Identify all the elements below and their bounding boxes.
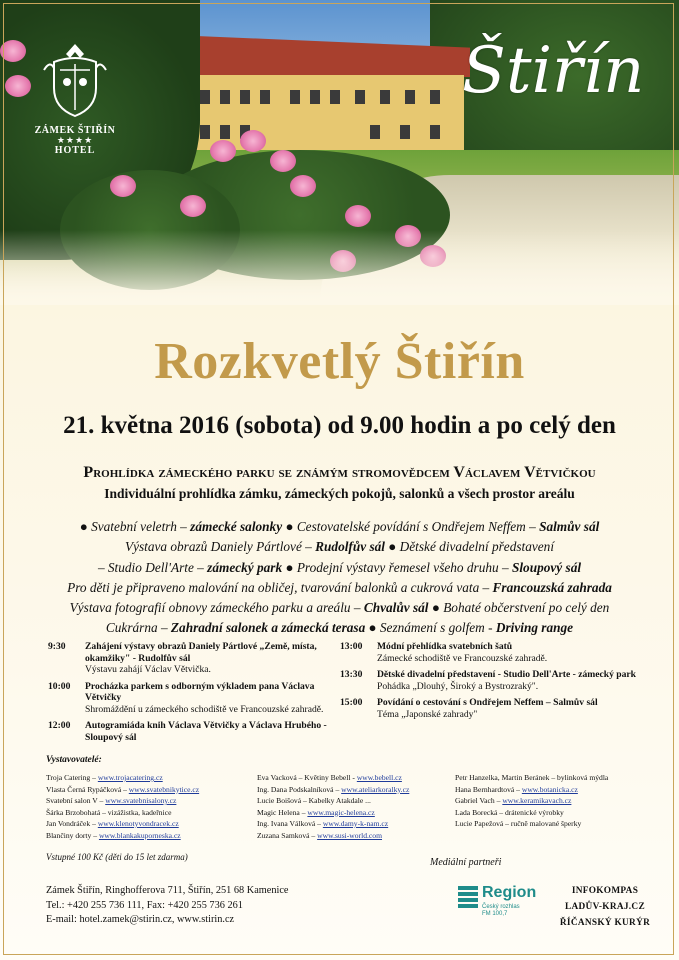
exhibitor-link[interactable]: www.magic-helena.cz <box>307 807 375 817</box>
tour-line-2: Individuální prohlídka zámku, zámeckých pokojů, salonků a všech prostor areálu <box>104 486 575 501</box>
exhibitors-title: Vystavovatelé: <box>46 755 102 765</box>
admission-note: Vstupné 100 Kč (děti do 15 let zdarma) <box>46 852 188 862</box>
schedule-left <box>48 641 338 748</box>
exhibitor-item: Vlasta Černá Rypáčková – www.svatebnikytice.cz <box>46 784 200 794</box>
exhibitor-item: Jan Vondráček – www.klenotyvondracek.cz <box>46 819 179 828</box>
program-line: – Studio Dell'Arte – zámecký park ● Prodejní výstavy řemesel všeho druhu – Sloupový sál <box>97 559 582 575</box>
program-line: Pro děti je připraveno malování na obličej, tvarování balonků a cukrová vata – Francouzská zahrada <box>67 579 612 595</box>
region-bars-icon <box>458 886 478 908</box>
media-partner: INFOKOMPAS <box>571 886 639 896</box>
exhibitor-item: Zuzana Samková – www.susi-world.com <box>257 830 383 840</box>
schedule-item: 10:00 Procházka parkem s odborným výkladem pana Václava Větvičky Shromáždění u zámeckého schodiště ve Francouzské zahradě. <box>48 680 324 715</box>
program-line: Výstava fotografií obnovy zámeckého parku a areálu – Chvalův sál ● Bohaté občerstvení po celý den <box>69 600 610 616</box>
contact-address <box>46 884 289 928</box>
exhibitor-item: Eva Vacková – Květiny Bebell - www.bebell.cz <box>257 773 402 782</box>
exhibitor-item: Ing. Dana Podskalníková – www.ateliarkoralky.cz <box>257 784 410 794</box>
media-partner[interactable]: LADŮV-KRAJ.CZ <box>565 902 645 912</box>
hotel-logo <box>20 40 130 156</box>
exhibitor-item: Lucie Papežová – ručně malované šperky <box>455 819 582 828</box>
email-line[interactable]: E-mail: hotel.zamek@stirin.cz, www.stirin.cz <box>46 914 235 925</box>
exhibitor-item: Blančiny dorty – www.blankakuporneska.cz <box>46 830 181 840</box>
exhibitor-link[interactable]: www.susi-world.com <box>317 830 383 840</box>
exhibitors-col-3 <box>455 772 655 830</box>
logo-hotel: HOTEL <box>54 145 96 156</box>
schedule-right <box>340 641 640 725</box>
exhibitor-item: Svatební salon V – www.svatebnisalony.cz <box>46 796 177 805</box>
exhibitor-link[interactable]: www.ateliarkoralky.cz <box>341 784 410 794</box>
program-line: ● Svatební veletrh – zámecké salonky ● Cestovatelské povídání s Ondřejem Neffem – Salmův sál <box>79 519 600 534</box>
exhibitor-link[interactable]: www.svatebnikytice.cz <box>128 784 200 794</box>
exhibitor-item: Hana Bernhardtová – www.botanicka.cz <box>455 784 578 794</box>
event-date: 21. května 2016 (sobota) od 9.00 hodin a po celý den <box>63 412 616 439</box>
exhibitor-link[interactable]: www.trojacatering.cz <box>97 773 163 782</box>
exhibitor-item: Troja Catering – www.trojacatering.cz <box>46 773 163 782</box>
exhibitor-item: Lada Borecká – drátenické výrobky <box>455 807 564 817</box>
exhibitor-item: Šárka Brzobohatá – vizážistka, kadeřnice <box>46 807 172 817</box>
program-list <box>20 517 659 639</box>
exhibitor-item: Lucie Boišová – Kabelky Atakdale ... <box>257 796 371 805</box>
exhibitors-col-2 <box>257 772 457 841</box>
exhibitor-link[interactable]: www.keramikavach.cz <box>502 796 572 805</box>
script-title: Štiřín <box>462 34 645 108</box>
media-partner: ŘÍČANSKÝ KURÝR <box>559 918 651 928</box>
logo-name: ZÁMEK ŠTIŘÍN <box>34 125 116 136</box>
schedule-item: 13:30 Dětské divadelní představení - Studio Dell'Arte - zámecký park Pohádka „Dlouhý, Široký a Bystrozraký". <box>340 669 637 692</box>
exhibitor-link[interactable]: www.botanicka.cz <box>521 784 578 794</box>
exhibitors-col-1 <box>46 772 246 841</box>
address-line: Zámek Štiřín, Ringhofferova 711, Štiřín, 251 68 Kamenice <box>46 885 289 896</box>
program-line: Výstava obrazů Daniely Pártlové – Rudolfův sál ● Dětské divadelní představení <box>124 539 555 555</box>
exhibitor-link[interactable]: www.blankakuporneska.cz <box>98 830 181 840</box>
schedule-item: 15:00 Povídání o cestování s Ondřejem Neffem – Salmův sál Téma „Japonské zahrady" <box>340 697 598 720</box>
tour-line-1: Prohlídka zámeckého parku se známým stromovědcem Václavem Větvičkou <box>83 464 596 481</box>
schedule-item: 13:00 Módní přehlídka svatebních šatů Zámecké schodiště ve Francouzské zahradě. <box>340 641 548 664</box>
poster-title: Rozkvetlý Štiřín <box>154 333 525 390</box>
schedule-item: 12:00 Autogramiáda knih Václava Větvičky a Václava Hrubého - Sloupový sál <box>48 720 327 743</box>
exhibitor-link[interactable]: www.damy-k-nam.cz <box>322 819 389 828</box>
schedule-item: 9:30 Zahájení výstavy obrazů Daniely Pártlové „Země, místa, okamžiky" - Rudolfův sál Výstavu zahájí Václav Větvička. <box>48 641 317 675</box>
program-line: Cukrárna – Zahradní salonek a zámecká terasa ● Seznámení s golfem - Driving range <box>105 620 574 636</box>
exhibitor-link[interactable]: www.svatebnisalony.cz <box>105 796 177 805</box>
crest-icon <box>40 40 110 120</box>
exhibitor-item: Ing. Ivana Válková – www.damy-k-nam.cz <box>257 819 389 828</box>
logo-stars: ★★★★ <box>56 135 94 145</box>
exhibitor-item: Gabriel Vach – www.keramikavach.cz <box>455 796 572 805</box>
exhibitor-link[interactable]: www.bebell.cz <box>356 773 402 782</box>
exhibitor-link[interactable]: www.klenotyvondracek.cz <box>97 819 179 828</box>
media-partners-list <box>555 883 655 931</box>
exhibitor-item: Petr Hanzelka, Martin Beránek – bylinková mýdla <box>455 773 609 782</box>
exhibitor-item: Magic Helena – www.magic-helena.cz <box>257 807 375 817</box>
media-partners-title: Mediální partneři <box>430 857 502 868</box>
region-logo: Region Český rozhlas FM 100,7 <box>458 884 536 930</box>
phone-line: Tel.: +420 255 736 111, Fax: +420 255 736 261 <box>46 899 243 911</box>
